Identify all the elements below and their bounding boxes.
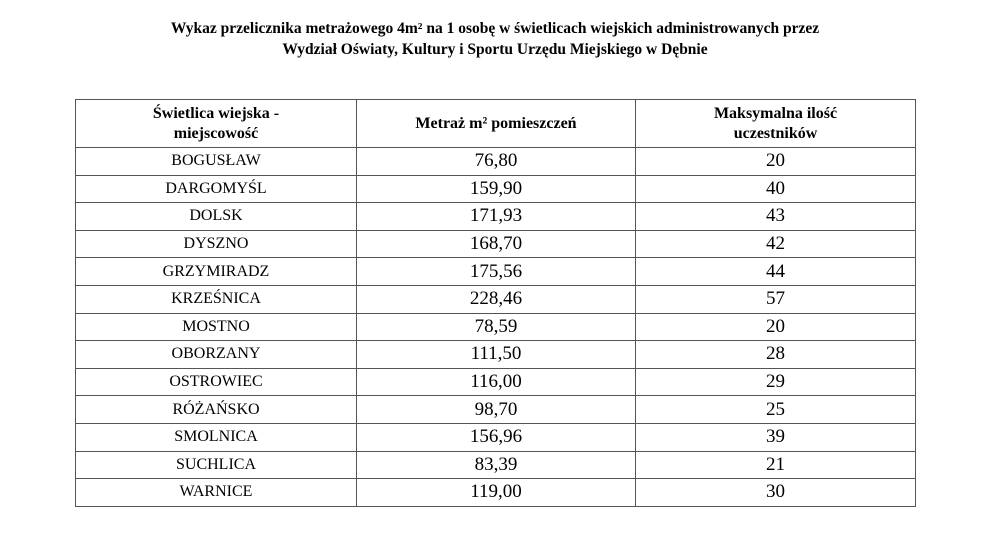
table-row: [76, 368, 916, 396]
header-village: [76, 100, 357, 148]
max-participants-cell: 25: [636, 396, 916, 424]
village-cell: MOSTNO: [76, 313, 357, 341]
max-participants-cell: 43: [636, 203, 916, 231]
table-row: [76, 451, 916, 479]
village-cell: OSTROWIEC: [76, 368, 357, 396]
max-participants-cell: 28: [636, 341, 916, 369]
area-cell: 78,59: [357, 313, 636, 341]
area-cell: 119,00: [357, 479, 636, 507]
area-cell: 98,70: [357, 396, 636, 424]
header-village-line1: Świetlica wiejska -: [152, 104, 280, 122]
title-line-2: Wydział Oświaty, Kultury i Sportu Urzędu Miejskiego w Dębnie: [282, 41, 708, 58]
max-participants-cell: 21: [636, 451, 916, 479]
max-participants-cell: 20: [636, 313, 916, 341]
table-row: [76, 258, 916, 286]
area-cell: 116,00: [357, 368, 636, 396]
header-max-line2: uczestników: [733, 124, 818, 142]
area-cell: 83,39: [357, 451, 636, 479]
header-area: Metraż m² pomieszczeń: [357, 100, 636, 148]
area-cell: 76,80: [357, 148, 636, 176]
header-row: [76, 100, 916, 148]
area-cell: 168,70: [357, 230, 636, 258]
max-participants-cell: 44: [636, 258, 916, 286]
table-row: [76, 479, 916, 507]
village-cell: RÓŻAŃSKO: [76, 396, 357, 424]
village-cell: DOLSK: [76, 203, 357, 231]
table-row: [76, 396, 916, 424]
table-row: [76, 175, 916, 203]
village-cell: KRZEŚNICA: [76, 285, 357, 313]
header-village-line2: miejscowość: [173, 124, 259, 142]
table-row: [76, 230, 916, 258]
max-participants-cell: 30: [636, 479, 916, 507]
village-cell: SUCHLICA: [76, 451, 357, 479]
table-row: [76, 341, 916, 369]
area-cell: 159,90: [357, 175, 636, 203]
village-cell: BOGUSŁAW: [76, 148, 357, 176]
max-participants-cell: 20: [636, 148, 916, 176]
header-max-line1: Maksymalna ilość: [713, 104, 838, 122]
table-row: [76, 148, 916, 176]
table-row: [76, 285, 916, 313]
area-cell: 156,96: [357, 423, 636, 451]
document-title: [0, 18, 990, 60]
village-cell: OBORZANY: [76, 341, 357, 369]
max-participants-cell: 57: [636, 285, 916, 313]
village-cell: SMOLNICA: [76, 423, 357, 451]
table-row: [76, 203, 916, 231]
max-participants-cell: 40: [636, 175, 916, 203]
table-row: [76, 423, 916, 451]
capacity-table: [75, 99, 916, 507]
village-cell: DYSZNO: [76, 230, 357, 258]
village-cell: GRZYMIRADZ: [76, 258, 357, 286]
max-participants-cell: 29: [636, 368, 916, 396]
area-cell: 111,50: [357, 341, 636, 369]
header-max-participants: [636, 100, 916, 148]
village-cell: WARNICE: [76, 479, 357, 507]
table-row: [76, 313, 916, 341]
area-cell: 171,93: [357, 203, 636, 231]
title-line-1: Wykaz przelicznika metrażowego 4m² na 1 osobę w świetlicach wiejskich administrowanych przez: [170, 20, 820, 37]
area-cell: 175,56: [357, 258, 636, 286]
max-participants-cell: 42: [636, 230, 916, 258]
area-cell: 228,46: [357, 285, 636, 313]
village-cell: DARGOMYŚL: [76, 175, 357, 203]
max-participants-cell: 39: [636, 423, 916, 451]
